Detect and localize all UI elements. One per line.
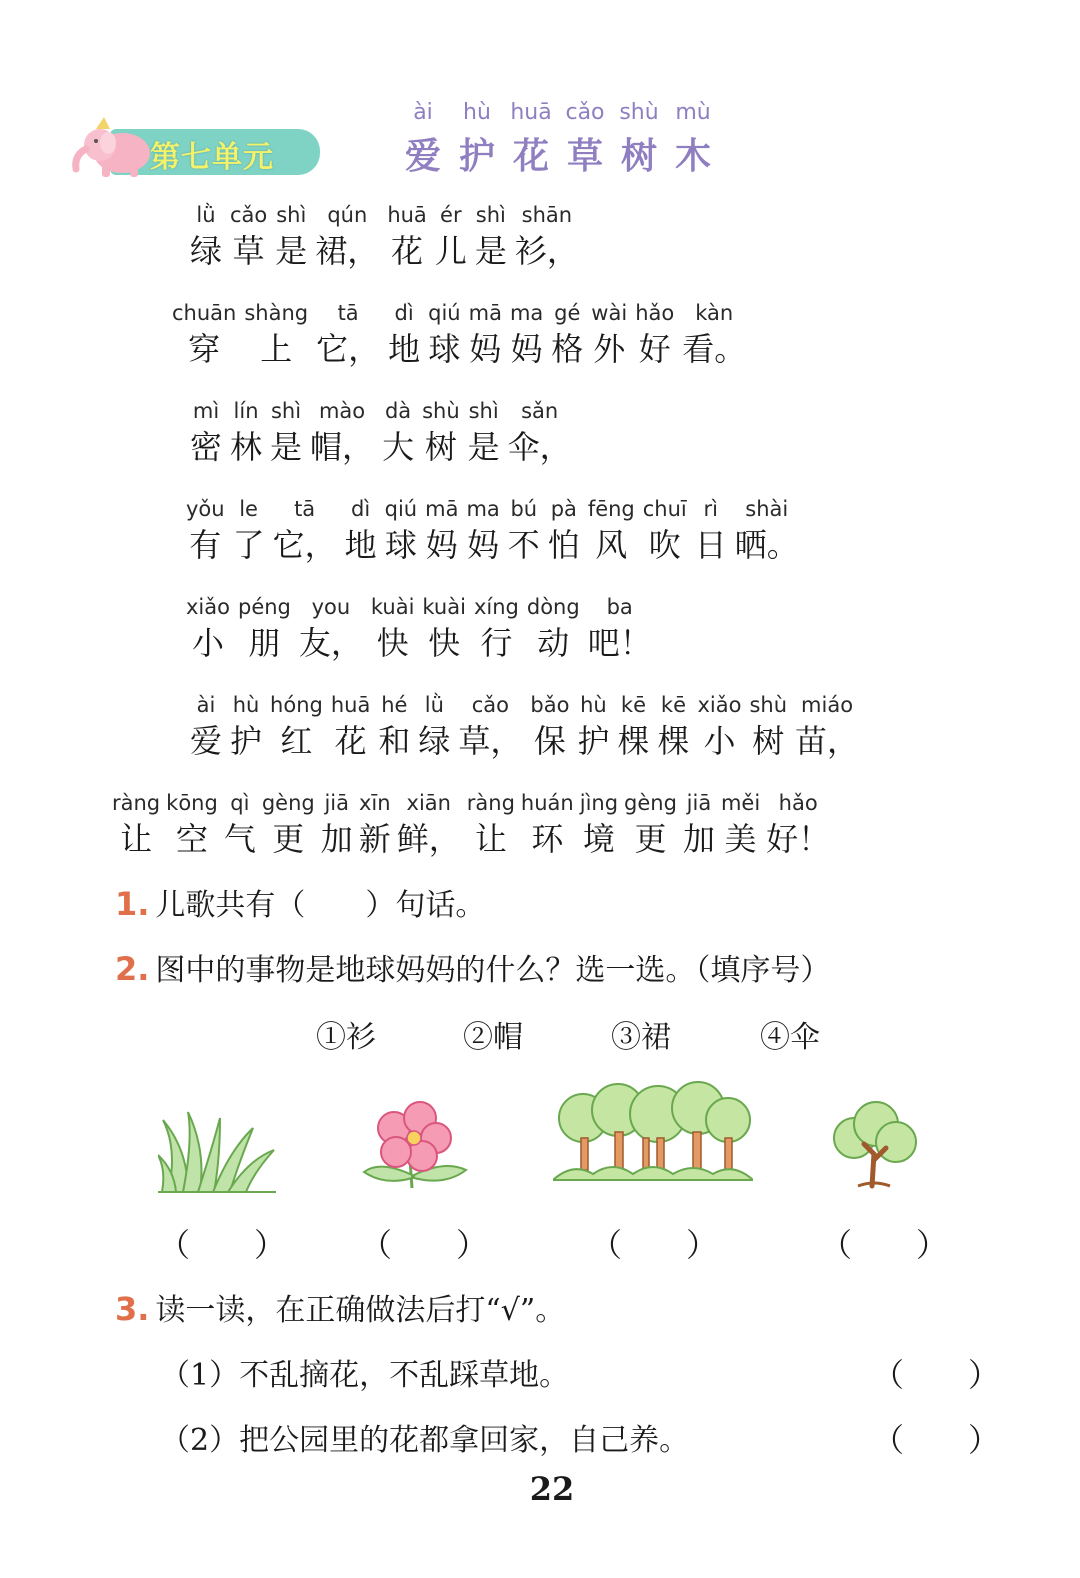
pinyin: ba [606,595,633,619]
hanzi: 小 [703,722,736,760]
grass-icon [158,1110,278,1195]
page-title [398,128,718,179]
poem-syllable [112,788,160,860]
hanzi: 空 [175,820,208,858]
poem-syllable [508,396,572,468]
pinyin: lín [233,399,259,423]
pinyin: mì [192,399,220,423]
pinyin: gé [554,301,581,325]
poem-syllable [695,494,727,566]
poem-syllable [190,690,222,762]
pinyin: le [239,497,258,521]
poem-syllable [657,690,689,762]
poem-syllable [683,788,715,860]
tree-icon [828,1098,920,1190]
hanzi: 草， [458,722,523,760]
pinyin: xiǎo [186,595,230,619]
hanzi: 环 [531,820,564,858]
hanzi: 行 [480,624,513,662]
poem-syllable [315,200,379,272]
pinyin: ma [466,497,500,521]
question-1 [115,880,485,924]
title-pinyin-syllable: cǎo [565,100,605,125]
poem-syllable [422,592,466,664]
pinyin: xīn [358,791,391,815]
hanzi: 朋 [248,624,281,662]
answer-blank[interactable]: （ ） [590,1226,719,1264]
poem-syllable [515,200,579,272]
poem-syllable [382,396,414,468]
page-number: 22 [529,1470,575,1508]
poem-syllable [735,494,799,566]
hanzi: 气 [223,820,256,858]
hanzi: 妈 [510,330,543,368]
hanzi: 怕 [547,526,580,564]
pinyin: xiān [406,791,451,815]
hanzi: 吹 [648,526,681,564]
poem-syllable [551,298,583,370]
hanzi: 树 [424,428,457,466]
pinyin: mā [468,301,502,325]
title-char: 木 [674,135,711,177]
pinyin: sǎn [521,399,559,423]
hanzi: 更 [272,820,305,858]
title-char: 护 [458,135,495,177]
pinyin: miáo [801,693,854,717]
hanzi: 看。 [682,330,747,368]
poem-syllable [635,298,674,370]
sub-item-2: （2）把公园里的花都拿回家，自己养。 [160,1423,690,1458]
pinyin: kē [620,693,646,717]
poem-syllable [468,396,500,468]
pinyin: huā [387,203,427,227]
title-pinyin-syllable: ài [413,100,433,125]
title-pinyin-syllable: shù [619,100,659,125]
pinyin: lǜ [424,693,444,717]
pinyin: gèng [261,791,315,815]
hanzi: 加 [320,820,353,858]
pinyin: kàn [695,301,734,325]
poem-syllable [262,788,315,860]
poem-syllable [577,690,609,762]
question-number: 3. [115,1290,150,1328]
answer-blank[interactable]: （ ） [360,1226,489,1264]
hanzi: 它， [272,526,337,564]
hanzi: 妈 [425,526,458,564]
pinyin: qiú [384,497,418,521]
poem-line [186,592,652,664]
poem-syllable [466,494,499,566]
pinyin: shù [422,399,460,423]
answer-blank[interactable]: （ ） [820,1226,949,1264]
pinyin: pà [550,497,577,521]
poem-syllable [795,690,859,762]
pinyin: kuài [422,595,466,619]
pinyin: hé [381,693,408,717]
hanzi: 棵 [657,722,690,760]
title-char: 树 [620,135,657,177]
hanzi: 爱 [190,722,223,760]
poem-syllable [345,494,377,566]
poem-syllable [378,690,410,762]
poem-syllable [591,298,627,370]
poem-syllable [190,396,222,468]
poem-syllable [299,592,363,664]
hanzi: 护 [230,722,263,760]
hanzi: 儿 [434,232,467,270]
hanzi: 是 [275,232,308,270]
question-number: 2. [115,950,150,988]
hanzi: 护 [577,722,610,760]
poem-syllable [624,788,677,860]
poem-syllable [418,690,450,762]
poem-syllable [371,592,415,664]
pinyin: shàng [244,301,309,325]
poem-syllable [588,592,652,664]
poem-syllable [530,690,569,762]
poem-syllable [682,298,746,370]
hanzi: 树 [752,722,785,760]
check-blank[interactable]: （ ） [872,1356,1001,1394]
poem-line [186,494,799,566]
hanzi: 美 [724,820,757,858]
hanzi: 日 [694,526,727,564]
pinyin: hǎo [778,791,818,815]
option-shirt: ①衫 [316,1020,376,1055]
poem-syllable [273,494,337,566]
hanzi: 伞， [507,428,572,466]
poem-syllable [397,788,461,860]
hanzi: 密 [190,428,223,466]
forest-icon [553,1080,753,1185]
hanzi: 红 [280,722,313,760]
poem-line [190,200,579,272]
pinyin: hóng [270,693,323,717]
hanzi: 快 [376,624,409,662]
poem-syllable [238,592,291,664]
pinyin: bú [510,497,538,521]
hanzi: 了 [232,526,265,564]
poem-syllable [766,788,830,860]
question-3 [115,1285,565,1329]
poem-syllable [166,788,218,860]
hanzi: 衫， [514,232,579,270]
pinyin: tā [294,497,316,521]
hanzi: 外 [593,330,626,368]
title-char: 花 [512,135,549,177]
question-text: 儿歌共有（ ）句话。 [155,888,486,923]
pinyin: gèng [624,791,677,815]
poem-syllable [385,494,417,566]
pinyin: fēng [587,497,635,521]
pinyin: jiā [324,791,349,815]
hanzi: 动 [537,624,570,662]
pinyin: shì [475,203,506,227]
hanzi: 地 [344,526,377,564]
pinyin: shān [521,203,573,227]
pinyin: cǎo [230,203,268,227]
pinyin: cǎo [471,693,510,717]
poem-syllable [230,690,262,762]
poem-syllable [510,298,543,370]
title-pinyin [398,100,718,125]
hanzi: 友， [298,624,363,662]
poem-line [190,690,859,762]
poem-syllable [749,690,787,762]
poem-syllable [186,494,225,566]
title-pinyin-syllable: huā [510,100,552,125]
pinyin: chuī [642,497,687,521]
question-text: 图中的事物是地球妈妈的什么？选一选。（填序号） [155,953,831,988]
poem-syllable [428,298,460,370]
poem-syllable [224,788,256,860]
hanzi: 好 [638,330,671,368]
pinyin: xiǎo [697,693,742,717]
hanzi: 让 [120,820,153,858]
sub-item-1: （1）不乱摘花，不乱踩草地。 [160,1358,570,1393]
poem-syllable [310,396,374,468]
hanzi: 新 [358,820,391,858]
hanzi: 是 [467,428,500,466]
poem-syllable [270,396,302,468]
hanzi: 让 [474,820,507,858]
pinyin: mā [425,497,459,521]
pinyin: qiú [428,301,461,325]
poem-syllable [588,494,635,566]
pinyin: kuài [370,595,415,619]
title-char: 爱 [404,135,441,177]
hanzi: 林 [230,428,263,466]
answer-blank[interactable]: （ ） [158,1226,287,1264]
hanzi: 境 [582,820,615,858]
poem-syllable [721,788,760,860]
option-skirt: ③裙 [611,1020,671,1055]
pinyin: hù [580,693,607,717]
poem-syllable [527,592,580,664]
poem-syllable [387,200,427,272]
pinyin: qì [230,791,250,815]
poem-syllable [643,494,687,566]
hanzi: 花 [334,722,367,760]
poem-line [112,788,830,860]
hanzi: 上 [260,330,293,368]
hanzi: 穿 [188,330,221,368]
option-hat: ②帽 [463,1020,523,1055]
hanzi: 有 [189,526,222,564]
poem-syllable [435,200,467,272]
pinyin: bǎo [530,693,570,717]
pinyin: chuān [172,301,237,325]
poem-syllable [275,200,307,272]
hanzi: 是 [474,232,507,270]
pinyin: shài [745,497,789,521]
hanzi: 地 [388,330,421,368]
hanzi: 快 [428,624,461,662]
pinyin: kōng [166,791,218,815]
hanzi: 棵 [617,722,650,760]
poem-syllable [230,396,262,468]
poem-syllable [321,788,353,860]
pinyin: shì [468,399,499,423]
poem-syllable [230,200,267,272]
poem-line [172,298,746,370]
poem-syllable [474,592,519,664]
poem-syllable [458,690,522,762]
poem-syllable [190,200,222,272]
hanzi: 更 [634,820,667,858]
poem-syllable [580,788,618,860]
hanzi: 绿 [418,722,451,760]
pinyin: dòng [526,595,580,619]
pinyin: wài [591,301,628,325]
pinyin: kē [660,693,687,717]
pinyin: rì [703,497,718,521]
unit-badge [70,115,320,180]
hanzi: 保 [533,722,566,760]
hanzi: 格 [551,330,584,368]
pinyin: péng [237,595,291,619]
poem-syllable [422,396,460,468]
pinyin: ràng [112,791,161,815]
poem-syllable [508,494,540,566]
hanzi: 妈 [467,526,500,564]
pinyin: ér [440,203,462,227]
poem-syllable [425,494,458,566]
poem-syllable [270,690,323,762]
hanzi: 吧！ [587,624,652,662]
pinyin: shì [276,203,307,227]
pinyin: xíng [473,595,519,619]
poem-syllable [617,690,649,762]
hanzi: 小 [191,624,224,662]
poem-syllable [521,788,574,860]
poem-syllable [331,690,371,762]
pinyin: jiā [686,791,712,815]
poem-syllable [316,298,380,370]
hanzi: 好！ [766,820,831,858]
hanzi: 球 [428,330,461,368]
hanzi: 风 [595,526,628,564]
poem-syllable [186,592,230,664]
hanzi: 和 [378,722,411,760]
pinyin: tā [337,301,359,325]
hanzi: 它， [316,330,381,368]
poem-syllable [467,788,515,860]
pinyin: qún [327,203,368,227]
title-pinyin-syllable: mù [675,100,711,125]
pinyin: ài [196,693,216,717]
pinyin: dà [384,399,412,423]
poem-line [190,396,572,468]
poem-syllable [233,494,265,566]
pinyin: hù [232,693,260,717]
poem-syllable [359,788,391,860]
poem-syllable [697,690,741,762]
title-char: 草 [566,135,603,177]
option-umbrella: ④伞 [760,1020,820,1055]
poem-syllable [172,298,236,370]
pinyin: ma [509,301,544,325]
question-text: 读一读，在正确做法后打“√”。 [155,1293,566,1328]
flower-icon [360,1100,470,1192]
pinyin: shì [270,399,302,423]
pinyin: dì [351,497,371,521]
question-2 [115,945,830,989]
poem-syllable [548,494,580,566]
pinyin: jìng [579,791,619,815]
check-blank[interactable]: （ ） [872,1421,1001,1459]
pinyin: you [311,595,351,619]
hanzi: 晒。 [734,526,799,564]
pinyin: shù [749,693,788,717]
poem-syllable [475,200,507,272]
hanzi: 加 [682,820,715,858]
hanzi: 苗， [795,722,860,760]
pinyin: yǒu [186,497,225,521]
hanzi: 裙， [315,232,380,270]
hanzi: 球 [384,526,417,564]
hanzi: 妈 [469,330,502,368]
pinyin: hǎo [635,301,675,325]
hanzi: 绿 [190,232,223,270]
hanzi: 帽， [310,428,375,466]
poem-syllable [244,298,308,370]
pinyin: mào [318,399,366,423]
pinyin: měi [720,791,761,815]
pinyin: lǜ [196,203,216,227]
poem-syllable [469,298,502,370]
hanzi: 鲜， [396,820,461,858]
hanzi: 草 [232,232,265,270]
pinyin: ràng [466,791,515,815]
pinyin: huā [330,693,371,717]
title-pinyin-syllable: hù [463,100,491,125]
hanzi: 是 [270,428,303,466]
hanzi: 大 [382,428,415,466]
hanzi: 花 [391,232,424,270]
pinyin: huán [520,791,574,815]
hanzi: 不 [507,526,540,564]
question-number: 1. [115,885,150,923]
pinyin: dì [394,301,414,325]
unit-label: 第七单元 [150,140,274,175]
poem-syllable [388,298,420,370]
